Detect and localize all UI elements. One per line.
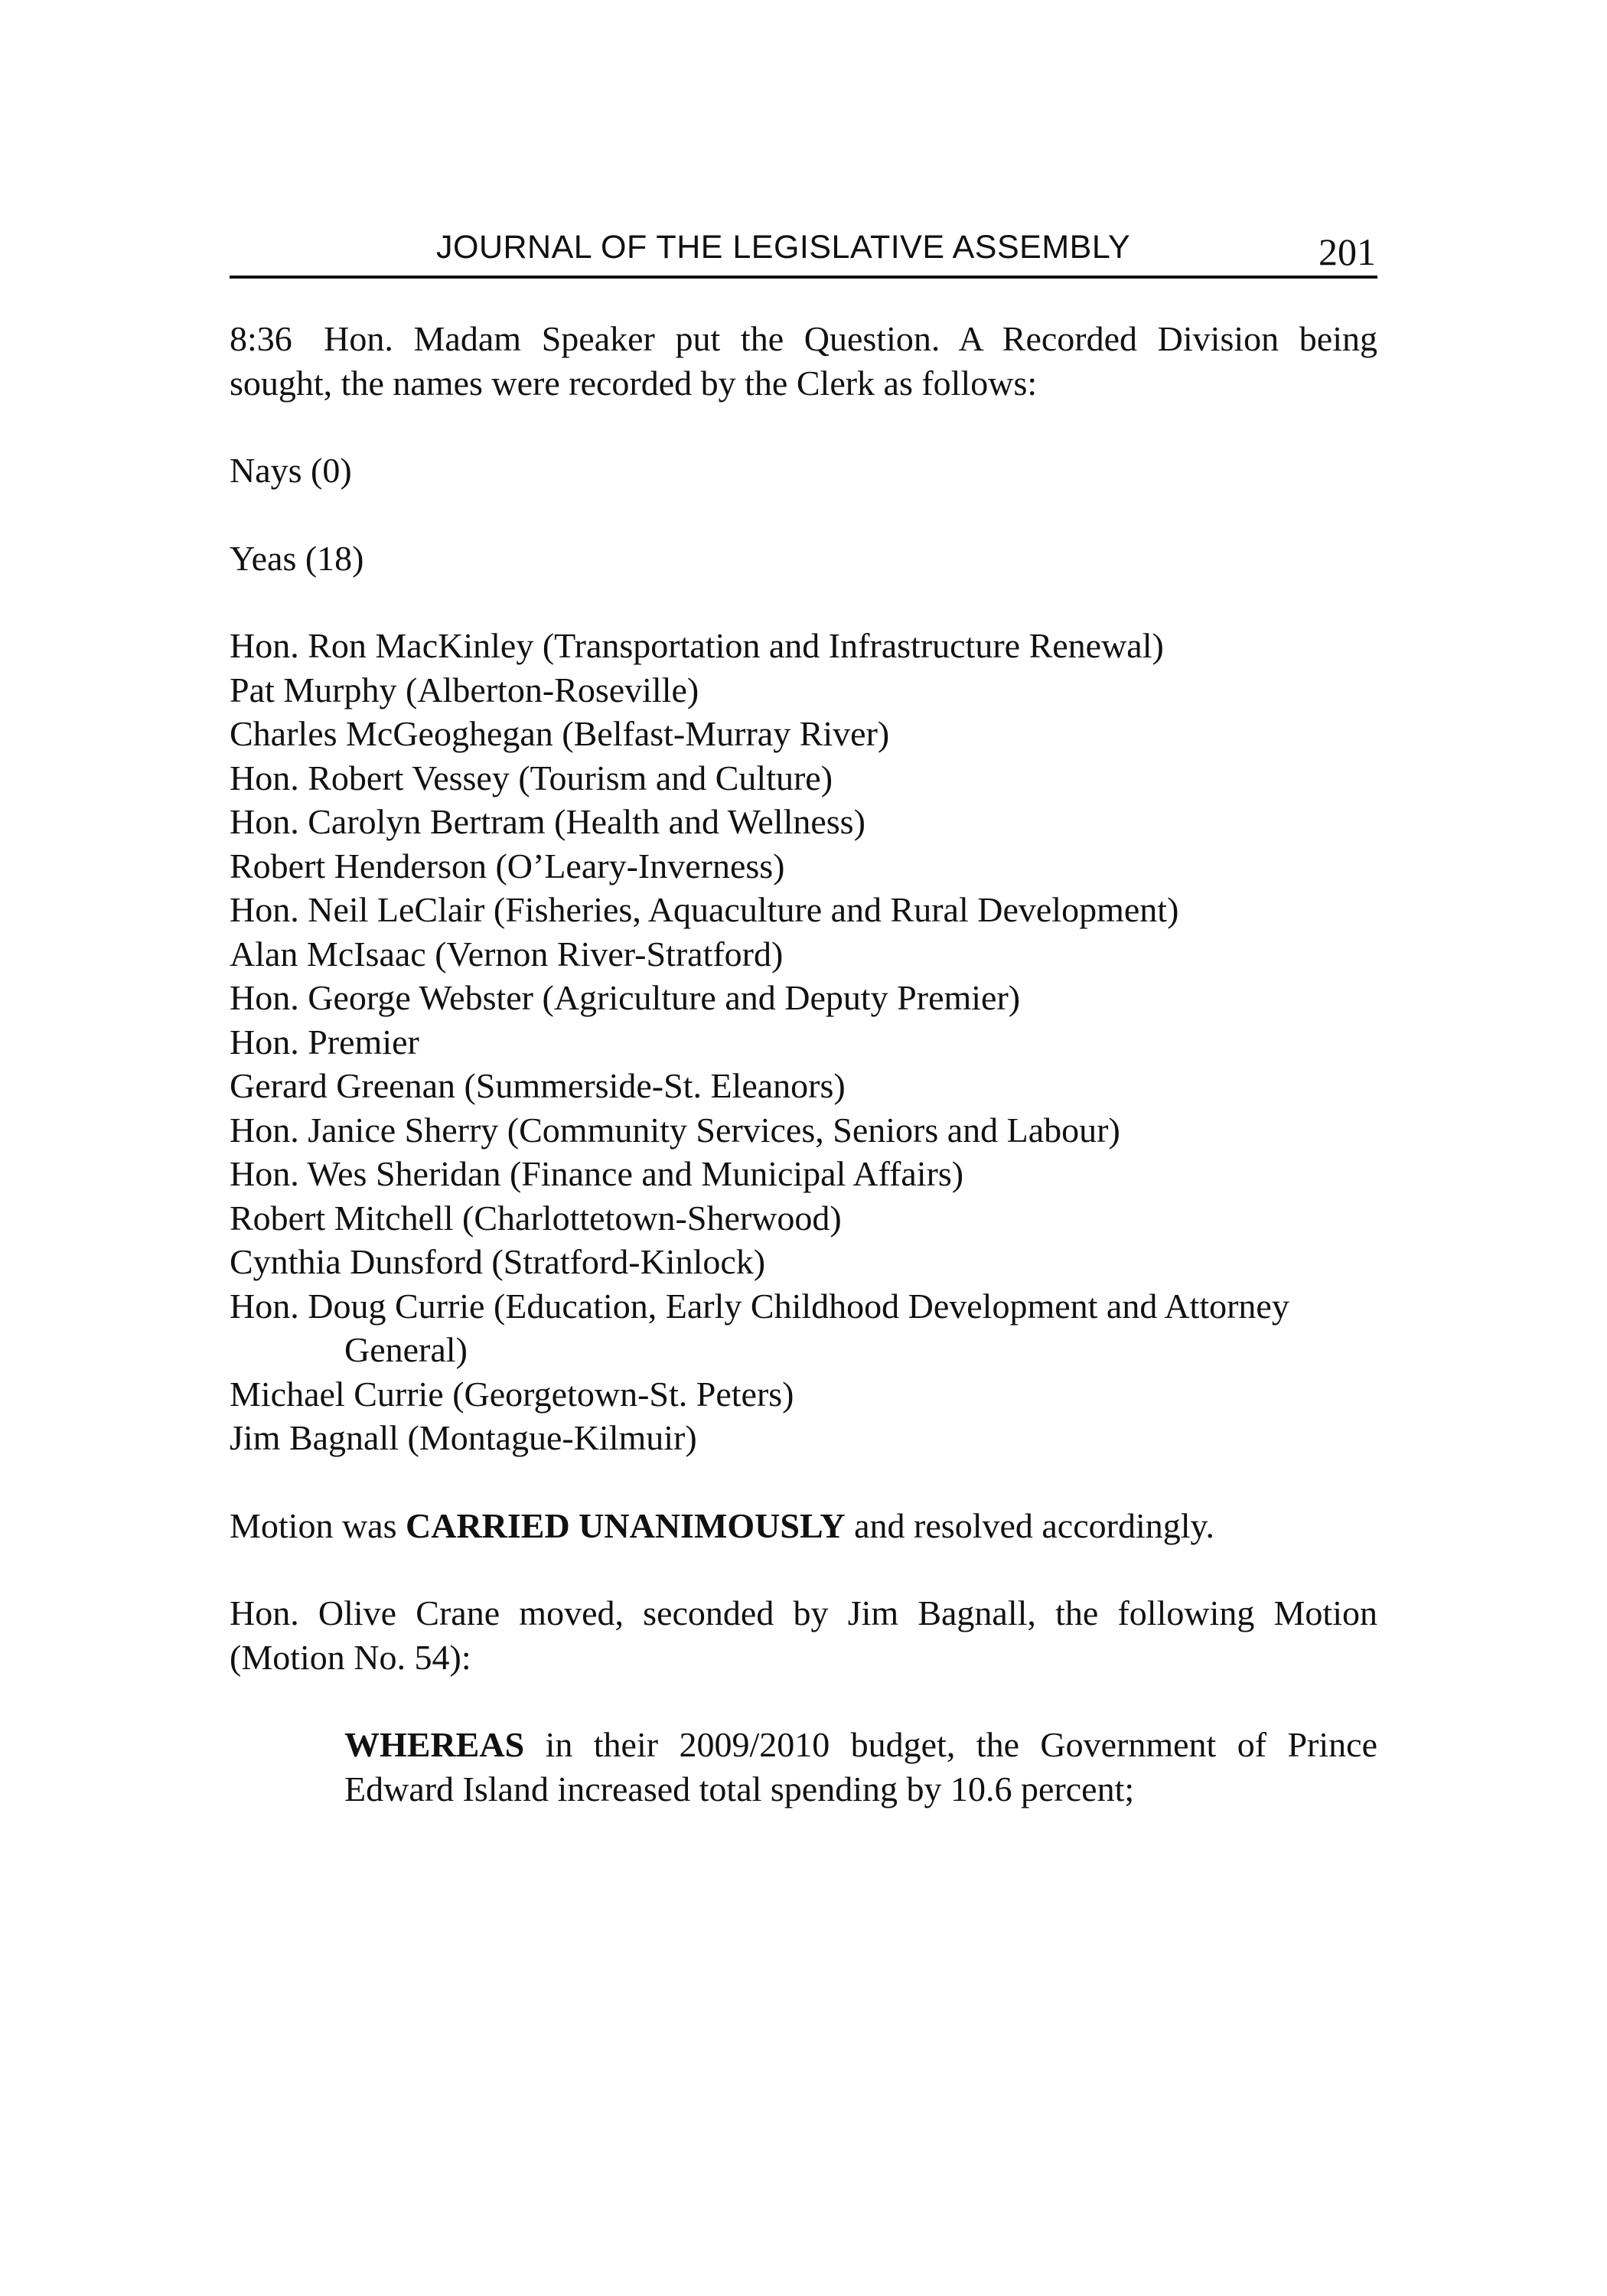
member-entry: Robert Mitchell (Charlottetown-Sherwood) bbox=[230, 1198, 842, 1238]
page-number: 201 bbox=[1319, 230, 1376, 273]
page-header bbox=[230, 219, 1377, 279]
member-entry: Alan McIsaac (Vernon River-Stratford) bbox=[230, 934, 784, 974]
member-entry: Hon. Neil LeClair (Fisheries, Aquaculture and Rural Development) bbox=[230, 890, 1179, 929]
member-entry: Hon. Doug Currie (Education, Early Childhood Development and Attorney General) bbox=[230, 1286, 1289, 1369]
member-entry: Hon. Robert Vessey (Tourism and Culture) bbox=[230, 758, 833, 797]
motion-intro: Hon. Olive Crane moved, seconded by Jim Bagnall, the following Motion (Motion No. 54): bbox=[230, 1593, 1377, 1677]
result-prefix: Motion was bbox=[230, 1505, 406, 1545]
member-entry: Hon. Carolyn Bertram (Health and Wellness) bbox=[230, 802, 865, 841]
division-text: Hon. Madam Speaker put the Question. A Recorded Division being sought, the names were recorded by the Clerk as follows: bbox=[230, 319, 1377, 403]
result-carried-unanimously: CARRIED UNANIMOUSLY bbox=[406, 1505, 846, 1545]
division-paragraph bbox=[230, 317, 1377, 405]
whereas-clause bbox=[344, 1723, 1377, 1811]
page-body bbox=[230, 317, 1377, 1811]
motion-result bbox=[230, 1504, 1377, 1548]
member-entry: Hon. Janice Sherry (Community Services, Seniors and Labour) bbox=[230, 1110, 1120, 1150]
whereas-text: in their 2009/2010 budget, the Government of Prince Edward Island increased total spending by 10.6 percent; bbox=[344, 1725, 1377, 1808]
member-entry: Robert Henderson (O’Leary-Inverness) bbox=[230, 846, 785, 885]
member-entry: Hon. Ron MacKinley (Transportation and Infrastructure Renewal) bbox=[230, 626, 1164, 665]
member-entry: Jim Bagnall (Montague-Kilmuir) bbox=[230, 1418, 697, 1457]
member-entry: Hon. Wes Sheridan (Finance and Municipal Affairs) bbox=[230, 1154, 964, 1193]
whereas-keyword: WHEREAS bbox=[344, 1725, 525, 1764]
result-suffix: and resolved accordingly. bbox=[845, 1505, 1215, 1545]
division-time: 8:36 bbox=[230, 319, 292, 358]
nays-count: Nays (0) bbox=[230, 451, 352, 490]
member-entry: Hon. Premier bbox=[230, 1022, 419, 1062]
yeas-member-list bbox=[230, 624, 1377, 1460]
member-entry: Hon. George Webster (Agriculture and Deputy Premier) bbox=[230, 978, 1021, 1017]
yeas-count: Yeas (18) bbox=[230, 538, 364, 578]
member-entry: Charles McGeoghegan (Belfast-Murray River) bbox=[230, 714, 890, 753]
journal-page bbox=[230, 0, 1377, 2296]
journal-title: JOURNAL OF THE LEGISLATIVE ASSEMBLY bbox=[436, 229, 1131, 266]
member-entry: Michael Currie (Georgetown-St. Peters) bbox=[230, 1374, 794, 1414]
member-entry: Gerard Greenan (Summerside-St. Eleanors) bbox=[230, 1066, 846, 1105]
member-entry: Pat Murphy (Alberton-Roseville) bbox=[230, 670, 699, 709]
member-entry: Cynthia Dunsford (Stratford-Kinlock) bbox=[230, 1242, 766, 1281]
